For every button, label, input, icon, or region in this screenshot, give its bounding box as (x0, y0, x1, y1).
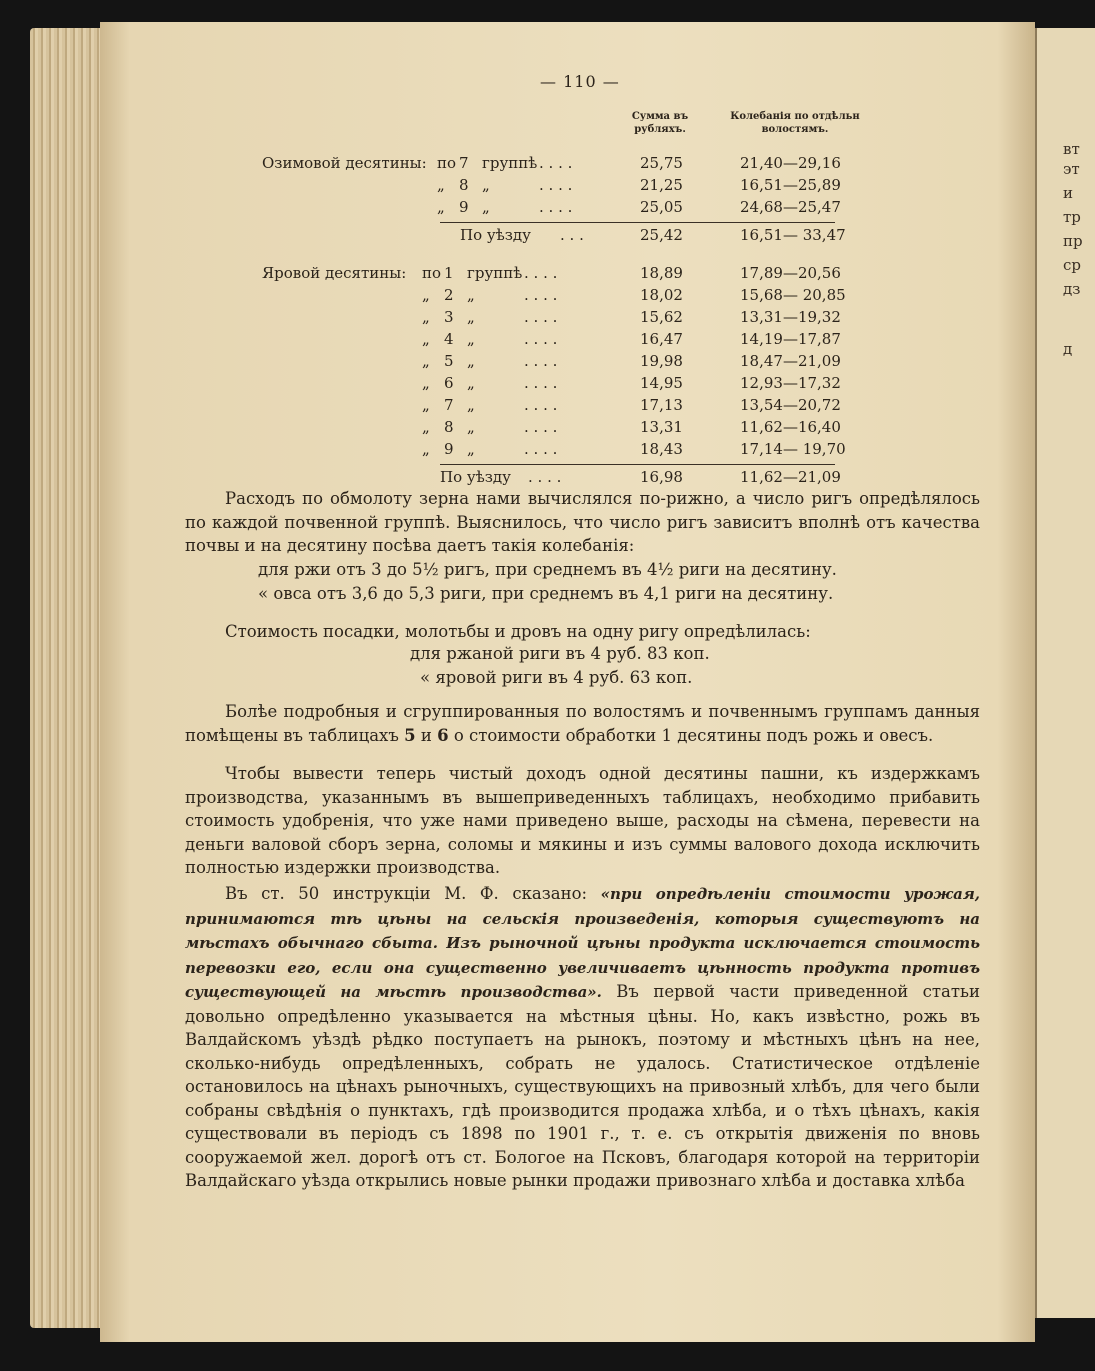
next-page-fragment: вт (1063, 140, 1080, 158)
spring-row-word: „ (467, 440, 475, 458)
tables-ref-text-b: о стоимости обработки 1 десятины подъ рожь и овесъ. (448, 725, 934, 745)
winter-total-label: По уѣзду (460, 226, 531, 244)
paragraph-rig-cost: Стоимость посадки, молотьбы и дровъ на одну ригу опредѣлилась: (225, 622, 811, 641)
spring-row-group: 9 (444, 440, 454, 458)
spring-row-sum: 18,43 (640, 440, 683, 458)
winter-row-prefix: „ (437, 176, 445, 194)
spring-row-range: 17,14— 19,70 (740, 440, 846, 458)
instruction-quote: «при опредѣленіи стоимости урожая, принимаются тѣ цѣны на сельскія произведенія, которыя существуютъ на мѣстахъ обычнаго сбыта. Изъ рыночной цѣны продукта исключается стоимость перевозки его, если она существенно увеличиваетъ цѣнность продукта противъ существующей на мѣстѣ производства». (185, 885, 980, 1001)
spring-row-sum: 19,98 (640, 352, 683, 370)
spring-row-sum: 15,62 (640, 308, 683, 326)
winter-total-rule (440, 222, 835, 223)
column-header-sum: Сумма въ рубляхъ. (631, 111, 689, 135)
next-page-fragment: и (1063, 184, 1073, 202)
spring-row-leader: . . . . (524, 374, 558, 392)
spring-row-range: 18,47—21,09 (740, 352, 841, 370)
spring-total-rule (440, 464, 835, 465)
winter-total-leader: . . . (560, 226, 584, 244)
winter-row-group: 9 (459, 198, 469, 216)
spring-row-sum: 14,95 (640, 374, 683, 392)
instruction-intro: Въ ст. 50 инструкціи М. Ф. сказано: (225, 884, 601, 903)
spring-row-sum: 16,47 (640, 330, 683, 348)
spring-row-word: „ (467, 330, 475, 348)
table-ref-6: 6 (437, 725, 449, 745)
spring-row-leader: . . . . (524, 308, 558, 326)
next-page-fragment: д (1063, 340, 1073, 358)
spring-row-group: 5 (444, 352, 454, 370)
page-number: — 110 — (540, 72, 620, 91)
spring-row-prefix: „ (422, 308, 430, 326)
spring-row-leader: . . . . (524, 396, 558, 414)
spring-row-prefix: „ (422, 440, 430, 458)
spring-row-leader: . . . . (524, 352, 558, 370)
spring-row-prefix: по (422, 264, 442, 282)
book-edge (30, 28, 100, 1328)
spring-row-range: 13,31—19,32 (740, 308, 841, 326)
paragraph-tables-ref (185, 700, 980, 747)
spring-row-range: 14,19—17,87 (740, 330, 841, 348)
spring-row-leader: . . . . (524, 264, 558, 282)
winter-row-range: 24,68—25,47 (740, 198, 841, 216)
spring-row-prefix: „ (422, 374, 430, 392)
spring-row-leader: . . . . (524, 330, 558, 348)
spring-total-leader: . . . . (528, 468, 562, 486)
winter-row-leader: . . . . (539, 154, 573, 172)
table-ref-5: 5 (404, 725, 416, 745)
spring-row-sum: 18,02 (640, 286, 683, 304)
spring-row-leader: . . . . (524, 286, 558, 304)
spring-row-word: „ (467, 352, 475, 370)
book-page (100, 22, 1035, 1342)
winter-row-prefix: „ (437, 198, 445, 216)
spring-rig-cost: « яровой риги въ 4 руб. 63 коп. (420, 668, 693, 687)
next-page-fragment: пр (1063, 232, 1083, 250)
winter-total-range: 16,51— 33,47 (740, 226, 846, 244)
next-page-fragment: дз (1063, 280, 1081, 298)
next-page-fragment: ср (1063, 256, 1082, 274)
spring-row-leader: . . . . (524, 418, 558, 436)
spring-row-prefix: „ (422, 396, 430, 414)
spring-row-prefix: „ (422, 330, 430, 348)
winter-row-sum: 21,25 (640, 176, 683, 194)
spring-row-sum: 13,31 (640, 418, 683, 436)
spring-row-group: 1 (444, 264, 454, 282)
paragraph-instruction (185, 882, 980, 1193)
spring-row-group: 6 (444, 374, 454, 392)
spring-row-prefix: „ (422, 352, 430, 370)
next-page-edge (1035, 28, 1095, 1318)
winter-row-sum: 25,75 (640, 154, 683, 172)
next-page-fragment: тр (1063, 208, 1081, 226)
column-header-range: Колебанія по отдѣльн волостямъ. (730, 111, 860, 135)
winter-row-group: 8 (459, 176, 469, 194)
winter-row-range: 21,40—29,16 (740, 154, 841, 172)
winter-row-word: „ (482, 176, 490, 194)
spring-row-word: группѣ (467, 264, 523, 282)
spring-row-word: „ (467, 396, 475, 414)
winter-row-leader: . . . . (539, 176, 573, 194)
tables-ref-and: и (415, 725, 438, 745)
winter-row-prefix: по (437, 154, 457, 172)
next-page-fragment: эт (1063, 160, 1080, 178)
spring-total-sum: 16,98 (640, 468, 683, 486)
spring-row-range: 11,62—16,40 (740, 418, 841, 436)
spring-row-prefix: „ (422, 418, 430, 436)
rye-rig-cost: для ржаной риги въ 4 руб. 83 коп. (410, 644, 710, 663)
spring-row-range: 17,89—20,56 (740, 264, 841, 282)
paragraph-net-income: Чтобы вывести теперь чистый доходъ одной десятины пашни, къ издержкамъ производства, указаннымъ въ вышеприведенныхъ таблицахъ, необходимо прибавить стоимость удобренія, что уже нами приведено выше, расходы на сѣмена, перевести на деньги валовой сборъ зерна, соломы и мякины и изъ суммы валового дохода исключить полностью издержки производства. (185, 764, 980, 877)
winter-row-group: 7 (459, 154, 469, 172)
winter-label: Озимовой десятины: (262, 154, 427, 172)
spring-total-range: 11,62—21,09 (740, 468, 841, 486)
spring-row-range: 12,93—17,32 (740, 374, 841, 392)
spring-row-group: 8 (444, 418, 454, 436)
spring-row-group: 7 (444, 396, 454, 414)
winter-row-sum: 25,05 (640, 198, 683, 216)
spring-total-label: По уѣзду (440, 468, 511, 486)
spring-row-prefix: „ (422, 286, 430, 304)
winter-row-range: 16,51—25,89 (740, 176, 841, 194)
winter-row-word: „ (482, 198, 490, 216)
spring-label: Яровой десятины: (262, 264, 407, 282)
spring-row-sum: 17,13 (640, 396, 683, 414)
winter-total-sum: 25,42 (640, 226, 683, 244)
spring-row-group: 2 (444, 286, 454, 304)
winter-row-word: группѣ (482, 154, 538, 172)
tables-ref-text-a: Болѣе подробныя и сгруппированныя по волостямъ и почвеннымъ группамъ данныя помѣщены въ таблицахъ (185, 702, 980, 745)
spring-row-range: 15,68— 20,85 (740, 286, 846, 304)
rye-rig-line: для ржи отъ 3 до 5½ ригъ, при среднемъ въ 4½ риги на десятину. (258, 560, 837, 579)
spring-row-word: „ (467, 308, 475, 326)
instruction-body: Въ первой части приведенной статьи довольно опредѣленно указывается на мѣстныя цѣны. Но, какъ извѣстно, рожь въ Валдайскомъ уѣздѣ рѣдко поступаетъ на рынокъ, поэтому и мѣстныхъ цѣнъ на нее, сколько-нибудь опредѣленныхъ, собрать не удалось. Статистическое отдѣленіе остановилось на цѣнахъ рыночныхъ, существующихъ на привозный хлѣбъ, для чего были собраны свѣдѣнія о пунктахъ, гдѣ производится продажа хлѣба, и о тѣхъ цѣнахъ, какія существовали въ періодъ съ 1898 по 1901 г., т. е. съ открытія движенія по вновь сооружаемой жел. дорогѣ отъ ст. Бологое на Псковъ, благодаря которой на территоріи Валдайскаго уѣзда открылись новые рынки продажи привознаго хлѣба и доставка хлѣба (185, 982, 980, 1190)
spring-row-group: 3 (444, 308, 454, 326)
spring-row-leader: . . . . (524, 440, 558, 458)
oats-rig-line: « овса отъ 3,6 до 5,3 риги, при среднемъ въ 4,1 риги на десятину. (258, 584, 834, 603)
spring-row-word: „ (467, 418, 475, 436)
spring-row-group: 4 (444, 330, 454, 348)
spring-row-word: „ (467, 374, 475, 392)
spring-row-word: „ (467, 286, 475, 304)
winter-row-leader: . . . . (539, 198, 573, 216)
spring-row-range: 13,54—20,72 (740, 396, 841, 414)
spring-row-sum: 18,89 (640, 264, 683, 282)
paragraph-threshing: Расходъ по обмолоту зерна нами вычислялся по-рижно, а число ригъ опредѣлялось по каждой почвенной группѣ. Выяснилось, что число ригъ зависитъ вполнѣ отъ качества почвы и на десятину посѣва даетъ такія колебанія: (185, 489, 980, 555)
